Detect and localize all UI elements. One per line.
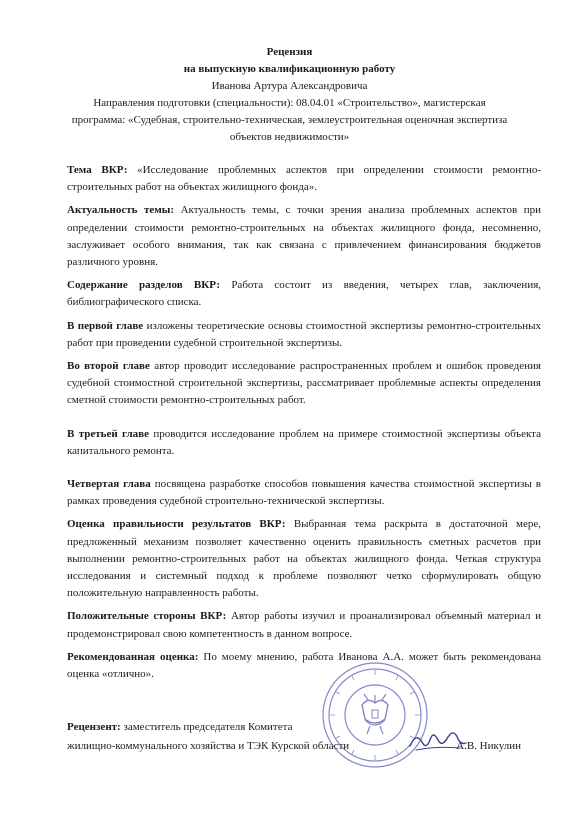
section-label: Положительные стороны ВКР:	[67, 610, 227, 623]
section-evaluation	[67, 516, 541, 602]
section-text: Автор работы изучил и проанализировал объемный материал и продемонстрировал свою компетентность в данном вопросе.	[67, 610, 542, 640]
section-relevance	[67, 202, 541, 271]
section-chapter-2	[67, 358, 541, 410]
section-label: Рекомендованная оценка:	[67, 650, 199, 663]
section-label: Актуальность темы:	[67, 204, 175, 217]
reviewer-label: Рецензент:	[67, 721, 121, 733]
section-text: Работа состоит из введения, четырех глав, заключения, библиографического списка.	[67, 279, 542, 309]
section-topic	[67, 162, 541, 196]
section-label: Во второй главе	[67, 360, 150, 373]
reviewer-name: А.В. Никулин	[456, 740, 521, 752]
direction-line-1: Направления подготовки (специальности): 08.04.01 «Строительство», магистерская	[93, 97, 486, 109]
section-text: проводится исследование проблем на примере стоимостной экспертизы объекта капитального ремонта.	[67, 427, 542, 457]
section-text: посвящена разработке способов повышения качества стоимостной экспертизы в рамках проведения судебной строительно-технической экспертизы.	[67, 478, 541, 508]
section-grade	[67, 649, 541, 683]
document-title: Рецензия	[266, 46, 313, 58]
section-chapter-1	[67, 318, 541, 352]
document-subtitle: на выпускную квалификационную работу	[183, 63, 396, 75]
review-body	[67, 162, 541, 689]
section-label: Оценка правильности результатов ВКР:	[67, 518, 286, 531]
reviewer-line-1	[67, 718, 541, 737]
section-chapter-4	[67, 476, 541, 510]
section-label: Четвертая глава	[67, 478, 151, 491]
section-text: По моему мнению, работа Иванова А.А. может быть рекомендована оценка «отлично».	[67, 650, 541, 681]
section-text: автор проводит исследование распространенных проблем и ошибок проведения судебной стоимостной строительной экспертизы, рассматривает проблемные аспекты определения сметной стоимости ремонтно-строительных работ.	[67, 360, 541, 407]
section-label: Содержание разделов ВКР:	[67, 279, 221, 292]
section-label: В первой главе	[67, 319, 144, 332]
reviewer-signature-block	[67, 718, 541, 756]
direction-line-3: объектов недвижимости»	[229, 131, 350, 143]
student-name: Иванова Артура Александровича	[211, 80, 368, 92]
section-strengths	[67, 608, 541, 642]
section-text: «Исследование проблемных аспектов при определении стоимости ремонтно-строительных работ на объектах жилищного фонда».	[67, 164, 541, 194]
reviewer-position-2: жилищно-коммунального хозяйства и ТЭК Курской области	[67, 740, 350, 752]
reviewer-line-2	[67, 737, 541, 756]
section-contents	[67, 277, 541, 311]
section-label: В третьей главе	[67, 427, 149, 440]
reviewer-position-1: заместитель председателя Комитета	[120, 721, 293, 733]
section-text: Выбранная тема раскрыта в достаточной мере, предложенный механизм позволяет качественно оценить правильность сметных расчетов при выполнении ремонтно-строительных работ на объектах жилищного фонда. Четкая структура исследования и системный подход к проблеме позволяют четко сформулировать общую положительную направленность работы.	[67, 518, 541, 600]
section-chapter-3	[67, 426, 541, 460]
section-text: Актуальность темы, с точки зрения анализа проблемных аспектов при определении стоимости ремонтно-строительных на объектах жилищного фонда, несомненно, заслуживает особого внимания, так как связана с привлечением финансирования бюджетов различного уровня.	[67, 204, 541, 269]
direction-line-2: программа: «Судебная, строительно-техническая, землеустроительная оценочная экспертиза	[71, 114, 508, 126]
section-text: изложены теоретические основы стоимостной экспертизы ремонтно-строительных работ при проведении судебной строительной экспертизы.	[67, 319, 542, 349]
section-label: Тема ВКР:	[67, 164, 128, 176]
document-header	[40, 44, 539, 146]
